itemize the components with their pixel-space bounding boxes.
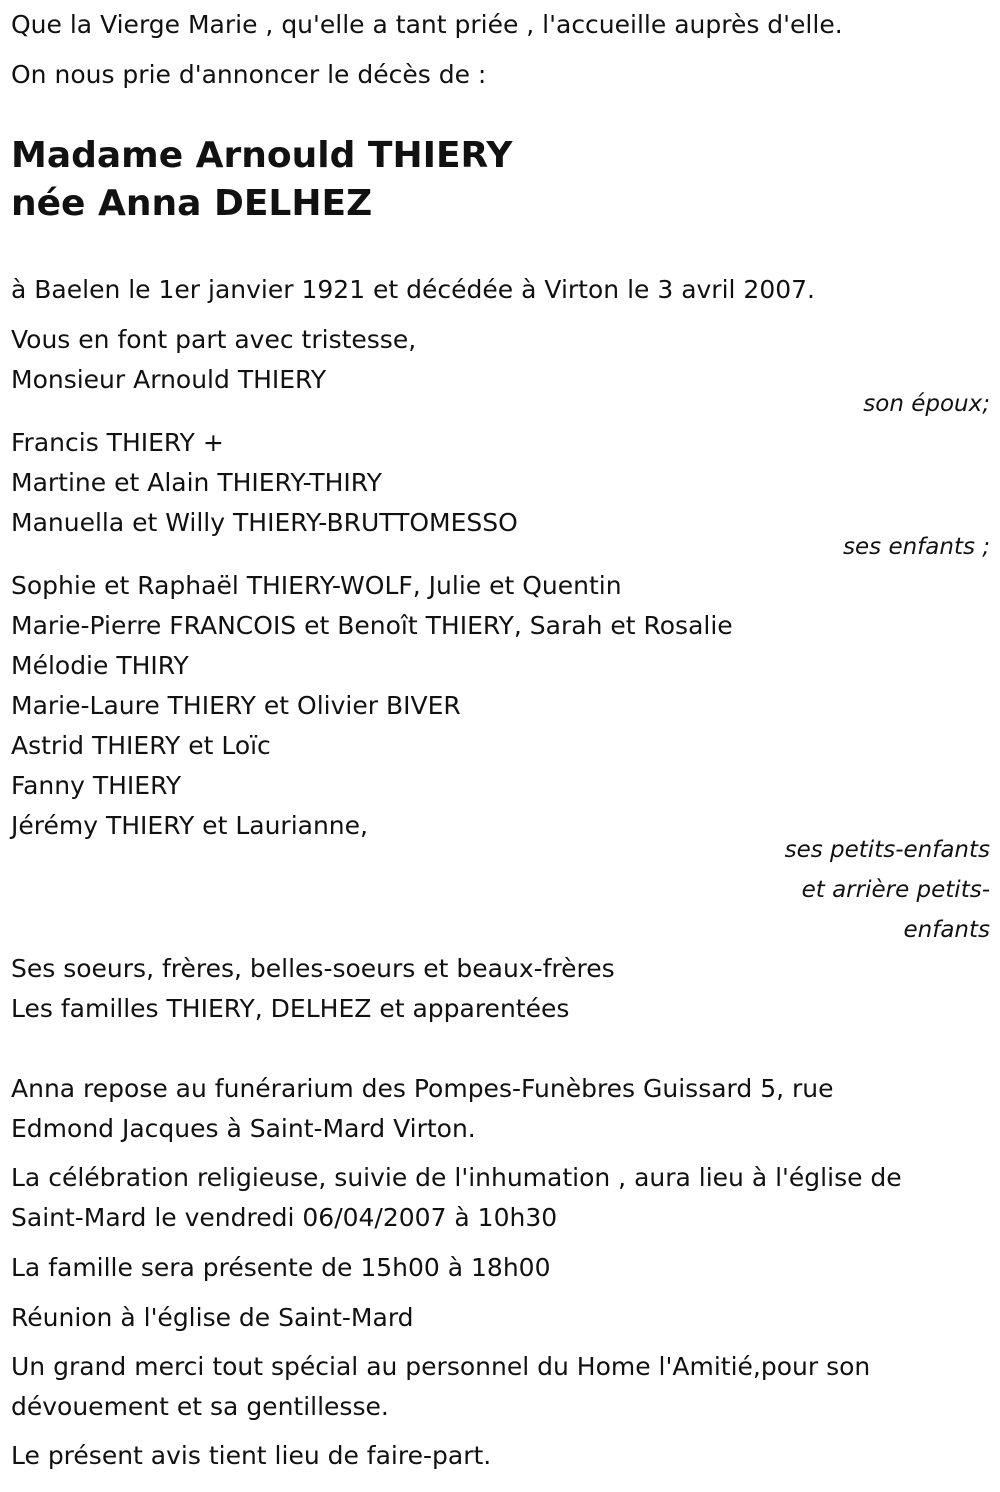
grandchildren-role: et arrière petits- <box>801 877 990 903</box>
grandchild-name: Fanny THIERY <box>11 771 182 800</box>
thanks-message: Un grand merci tout spécial au personnel du Home l'Amitié,pour son <box>11 1352 871 1381</box>
child-name: Manuella et Willy THIERY-BRUTTOMESSO <box>11 508 518 537</box>
rest-location: Edmond Jacques à Saint-Mard Virton. <box>11 1114 476 1143</box>
child-name: Martine et Alain THIERY-THIRY <box>11 468 382 497</box>
ceremony-info: La célébration religieuse, suivie de l'inhumation , aura lieu à l'église de <box>11 1163 902 1192</box>
grandchild-name: Jérémy THIERY et Laurianne, <box>11 811 368 840</box>
relatives-line: Les familles THIERY, DELHEZ et apparentées <box>11 994 570 1023</box>
ceremony-info: Saint-Mard le vendredi 06/04/2007 à 10h30 <box>11 1203 558 1232</box>
grandchild-name: Marie-Laure THIERY et Olivier BIVER <box>11 691 461 720</box>
grandchildren-role: ses petits-enfants <box>784 837 990 863</box>
grandchildren-role: enfants <box>903 917 990 943</box>
announcement-line: On nous prie d'annoncer le décès de : <box>11 60 487 89</box>
notice-line: Le présent avis tient lieu de faire-part. <box>11 1441 492 1470</box>
meeting-place: Réunion à l'église de Saint-Mard <box>11 1303 414 1332</box>
children-role: ses enfants ; <box>843 534 990 560</box>
spouse-name: Monsieur Arnould THIERY <box>11 365 327 394</box>
rest-location: Anna repose au funérarium des Pompes-Funèbres Guissard 5, rue <box>11 1074 834 1103</box>
thanks-message: dévouement et sa gentillesse. <box>11 1392 389 1421</box>
family-presence: La famille sera présente de 15h00 à 18h00 <box>11 1253 551 1282</box>
deceased-name: Madame Arnould THIERY <box>11 135 513 176</box>
grandchild-name: Marie-Pierre FRANCOIS et Benoît THIERY, Sarah et Rosalie <box>11 611 733 640</box>
birth-death-line: à Baelen le 1er janvier 1921 et décédée à Virton le 3 avril 2007. <box>11 275 815 304</box>
grandchild-name: Astrid THIERY et Loïc <box>11 731 271 760</box>
deceased-maiden-name: née Anna DELHEZ <box>11 183 373 224</box>
child-name: Francis THIERY + <box>11 428 224 457</box>
grandchild-name: Mélodie THIRY <box>11 651 189 680</box>
family-intro: Vous en font part avec tristesse, <box>11 325 417 354</box>
grandchild-name: Sophie et Raphaël THIERY-WOLF, Julie et Quentin <box>11 571 622 600</box>
spouse-role: son époux; <box>863 391 990 417</box>
prayer-line: Que la Vierge Marie , qu'elle a tant priée , l'accueille auprès d'elle. <box>11 10 843 39</box>
relatives-line: Ses soeurs, frères, belles-soeurs et beaux-frères <box>11 954 615 983</box>
